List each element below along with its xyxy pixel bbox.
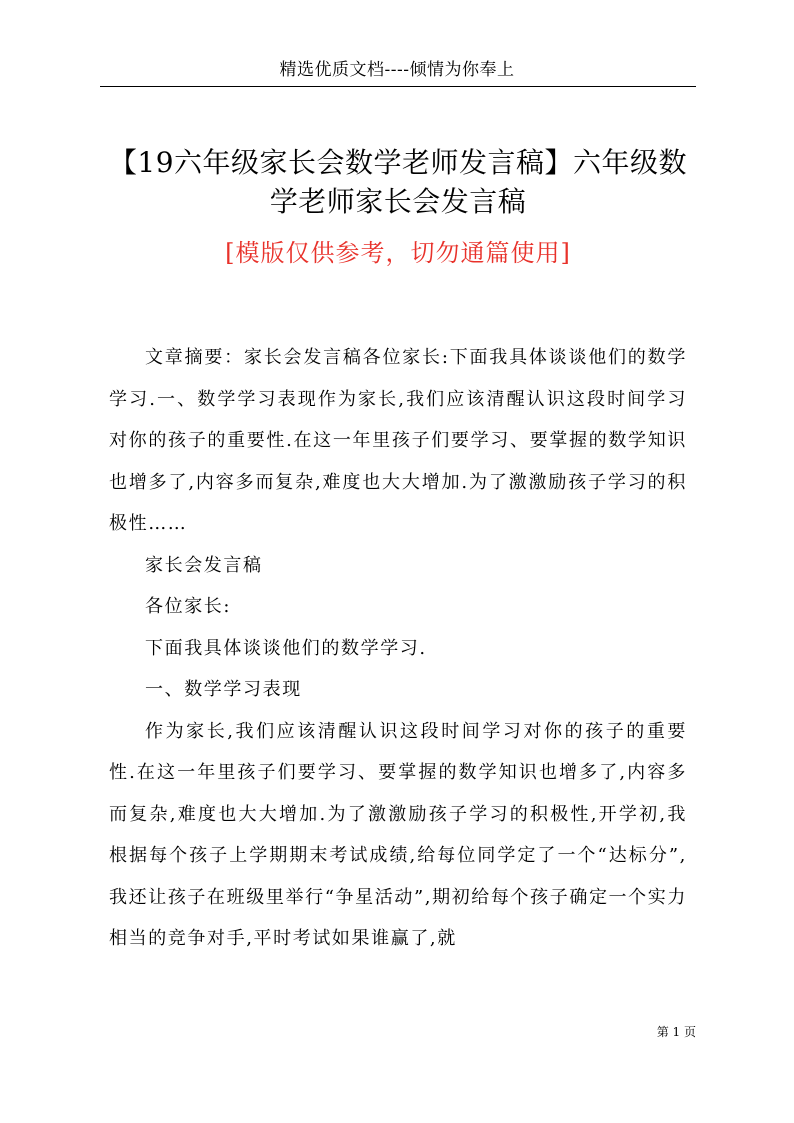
paragraph-intro: 下面我具体谈谈他们的数学学习. — [145, 637, 427, 659]
page-header: 精选优质文档----倾情为你奉上 — [279, 60, 515, 80]
paragraph-salutation: 各位家长: — [145, 596, 232, 617]
paragraph-abstract: 文章摘要：家长会发言稿各位家长:下面我具体谈谈他们的数学学习.一、数学学习表现作为家长,我们应该清醒认识这段时间学习对你的孩子的重要性.在这一年里孩子们要学习、要掌握的数学知识也增多了,内容多而复杂,难度也大大增加.为了激激励孩子学习的积极性…… — [109, 347, 687, 534]
paragraph-heading: 家长会发言稿 — [145, 554, 263, 576]
document-title: 【19六年级家长会数学老师发言稿】六年级数学老师家长会发言稿 — [108, 146, 688, 218]
header-divider — [100, 86, 696, 87]
paragraph-body: 作为家长,我们应该清醒认识这段时间学习对你的孩子的重要性.在这一年里孩子们要学习、要掌握的数学知识也增多了,内容多而复杂,难度也大大增加.为了激激励孩子学习的积极性,开学初,我根据每个孩子上学期期末考试成绩,给每位同学定了一个“达标分”,我还让孩子在班级里举行“争星活动”,期初给每个孩子确定一个实力相当的竞争对手,平时考试如果谁赢了,就 — [109, 720, 687, 949]
page-number: 第 1 页 — [656, 1025, 696, 1039]
document-subtitle: [模版仅供参考，切勿通篇使用] — [225, 239, 571, 267]
paragraph-section-heading: 一、数学学习表现 — [145, 679, 302, 700]
document-body — [109, 337, 687, 960]
